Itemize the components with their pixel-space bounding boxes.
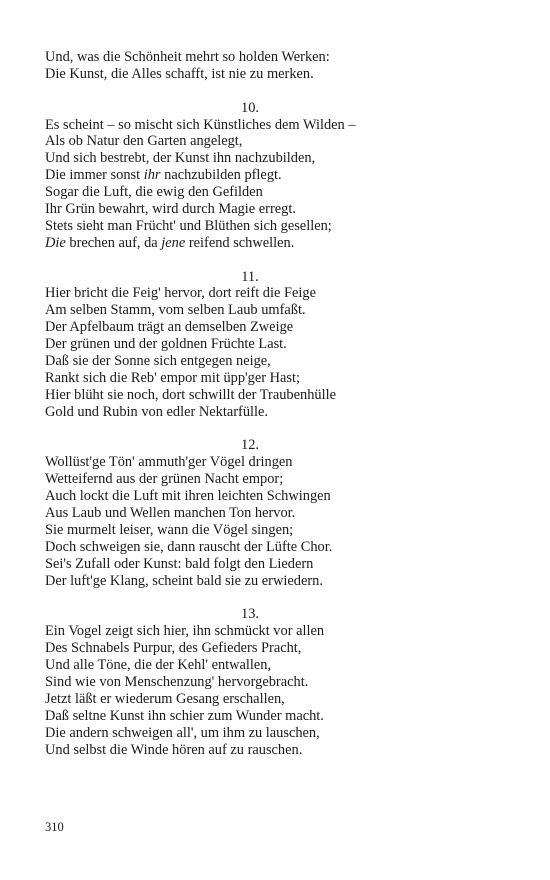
verse-line: Hier bricht die Feig' hervor, dort reift die Feige	[45, 285, 316, 302]
page-number: 310	[45, 820, 64, 834]
stanza-number: 13.	[241, 606, 259, 623]
stanza-13	[45, 606, 465, 758]
stanza-number: 12.	[241, 437, 259, 454]
verse-line: Als ob Natur den Garten angelegt,	[45, 133, 243, 150]
verse-line: Und sich bestrebt, der Kunst ihn nachzubilden,	[45, 150, 316, 167]
verse-line: Wollüst'ge Tön' ammuth'ger Vögel dringen	[45, 454, 293, 471]
emphasized-word: jene	[161, 234, 186, 251]
verse-line: Und alle Töne, die der Kehl' entwallen,	[45, 657, 272, 674]
verse-line: Der Apfelbaum trägt an demselben Zweige	[45, 319, 294, 336]
emphasized-word: ihr	[143, 167, 161, 184]
verse-line: Hier blüht sie noch, dort schwillt der Traubenhülle	[45, 386, 336, 403]
verse-line: Die immer sonst ihr nachzubilden pflegt.	[45, 167, 282, 184]
verse-line: Aus Laub und Wellen manchen Ton hervor.	[45, 505, 296, 522]
verse-line: Daß seltne Kunst ihn schier zum Wunder macht.	[45, 707, 324, 724]
verse-line: Der grünen und der goldnen Früchte Last.	[45, 336, 287, 353]
verse-line: Und, was die Schönheit mehrt so holden Werken:	[45, 49, 330, 65]
verse-line: Und selbst die Winde hören auf zu rauschen.	[45, 741, 303, 758]
verse-line: Die Kunst, die Alles schafft, ist nie zu merken.	[45, 65, 314, 82]
verse-line: Am selben Stamm, vom selben Laub umfaßt.	[45, 302, 306, 319]
verse-line: Wetteifernd aus der grünen Nacht empor;	[45, 471, 284, 488]
stanza-number: 10.	[241, 99, 259, 116]
verse-line: Ihr Grün bewahrt, wird durch Magie erregt.	[45, 201, 296, 218]
verse-line: Rankt sich die Reb' empor mit üpp'ger Hast;	[45, 369, 300, 386]
verse-line: Sogar die Luft, die ewig den Gefilden	[45, 184, 263, 201]
emphasized-word: Die	[45, 234, 66, 251]
verse-line: Es scheint – so mischt sich Künstliches dem Wilden –	[45, 116, 356, 133]
poem-page	[45, 49, 465, 758]
verse-line: Sie murmelt leiser, wann die Vögel singen;	[45, 521, 294, 538]
verse-line: Die brechen auf, da jene reifend schwellen.	[45, 234, 295, 251]
verse-line: Gold und Rubin von edler Nektarfülle.	[45, 403, 269, 420]
stanza-10	[45, 100, 465, 252]
stanza-11	[45, 269, 465, 421]
verse-line: Der luft'ge Klang, scheint bald sie zu erwiedern.	[45, 572, 323, 589]
stanza-number: 11.	[241, 268, 259, 285]
verse-line: Jetzt läßt er wiederum Gesang erschallen,	[45, 690, 285, 707]
verse-line: Ein Vogel zeigt sich hier, ihn schmückt vor allen	[45, 623, 325, 640]
verse-line: Doch schweigen sie, dann rauscht der Lüfte Chor.	[45, 538, 333, 555]
stanza-12	[45, 437, 465, 589]
verse-line: Sei's Zufall oder Kunst: bald folgt den Liedern	[45, 555, 314, 572]
verse-line: Daß sie der Sonne sich entgegen neige,	[45, 353, 271, 370]
verse-line: Des Schnabels Purpur, des Gefieders Pracht,	[45, 640, 302, 657]
verse-line: Stets sieht man Frücht' und Blüthen sich gesellen;	[45, 217, 332, 234]
verse-line: Auch lockt die Luft mit ihren leichten Schwingen	[45, 488, 331, 505]
intro-lines	[45, 49, 465, 83]
verse-line: Die andern schweigen all', um ihm zu lauschen,	[45, 724, 320, 741]
verse-line: Sind wie von Menschenzung' hervorgebracht.	[45, 673, 309, 690]
